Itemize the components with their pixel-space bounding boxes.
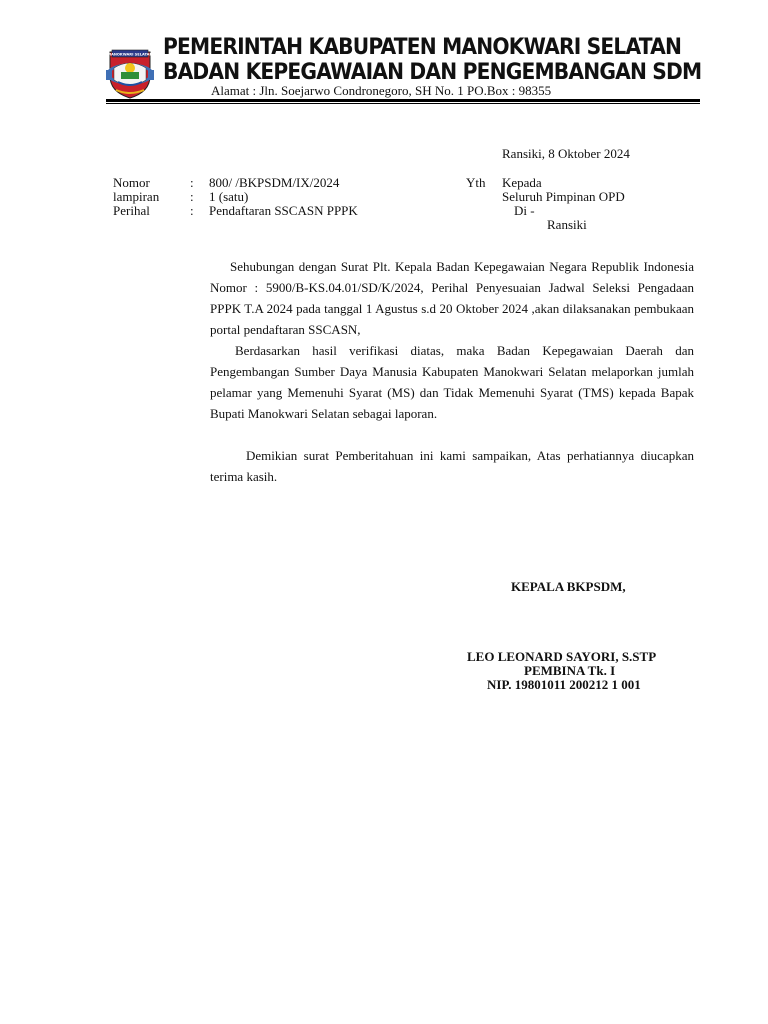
signature-position: KEPALA BKPSDM, [511,579,626,594]
meta-value-nomor: 800/ /BKPSDM/IX/2024 [209,175,340,190]
meta-separator: : [190,203,194,218]
letterhead-address: Alamat : Jln. Soejarwo Condronegoro, SH No. 1 PO.Box : 98355 [211,83,552,98]
letterhead-government-title: PEMERINTAH KABUPATEN MANOKWARI SELATAN [163,35,682,60]
meta-separator: : [190,175,194,190]
letterhead-agency-title: BADAN KEPEGAWAIAN DAN PENGEMBANGAN SDM [163,60,702,85]
meta-value-lampiran: 1 (satu) [209,189,249,204]
meta-separator: : [190,189,194,204]
signature-name: LEO LEONARD SAYORI, S.STP [467,649,657,664]
meta-label-perihal: Perihal [113,203,150,218]
manokwari-selatan-emblem-icon [104,46,156,100]
meta-value-perihal: Pendaftaran SSCASN PPPK [209,203,358,218]
emblem-text: MANOKWARI SELATAN [107,52,153,57]
letterhead-divider-thick [106,99,700,102]
recipient-line-kepada: Kepada [502,175,542,190]
body-paragraph: Demikian surat Pemberitahuan ini kami sampaikan, Atas perhatiannya diucapkan terima kasih. [210,448,694,484]
signature-nip: NIP. 19801011 200212 1 001 [487,677,641,692]
body-paragraph: Sehubungan dengan Surat Plt. Kepala Badan Kepegawaian Negara Republik Indonesia Nomor : 5900/B-KS.04.01/SD/K/2024, Perihal Penyesuaian Jadwal Seleksi Pengadaan PPPK T.A 2024 pada tanggal 1 Agustus s.d 20 Oktober 2024 ,akan dilaksanakan pembukaan portal pendaftaran SSCASN, [210,259,694,337]
meta-label-lampiran: lampiran [113,189,160,204]
letterhead-divider-thin [106,103,700,104]
recipient-line-di: Di - [514,203,535,218]
recipient-yth: Yth [466,175,486,190]
recipient-line-city: Ransiki [547,217,587,232]
signature-rank: PEMBINA Tk. I [524,663,616,678]
meta-label-nomor: Nomor [113,175,150,190]
body-paragraph: Berdasarkan hasil verifikasi diatas, maka Badan Kepegawaian Daerah dan Pengembangan Sumber Daya Manusia Kabupaten Manokwari Selatan melaporkan jumlah pelamar yang Memenuhi Syarat (MS) dan Tidak Memenuhi Syarat (TMS) kepada Bapak Bupati Manokwari Selatan sebagai laporan. [210,343,694,421]
place-date: Ransiki, 8 Oktober 2024 [502,146,630,161]
recipient-line-addressee: Seluruh Pimpinan OPD [502,189,625,204]
